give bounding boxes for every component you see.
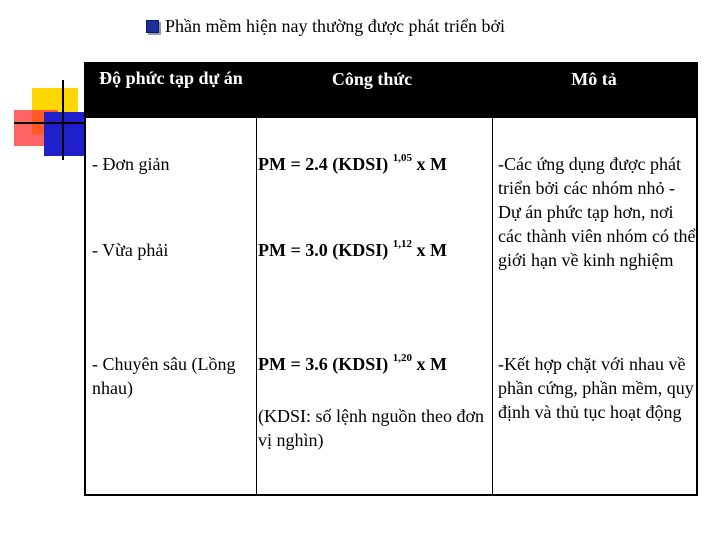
formula-base: PM = 2.4 (KDSI) [258, 154, 389, 174]
column-separator [492, 118, 493, 494]
header-formula: Công thức [331, 69, 413, 89]
heading-text: Phần mềm hiện nay thường được phát triển bởi [165, 16, 506, 36]
formula-base: PM = 3.6 (KDSI) [258, 354, 389, 374]
kdsi-note: (KDSI: số lệnh nguồn theo đơn vị nghìn) [258, 406, 485, 450]
decor-vertical-line [62, 80, 64, 160]
decor-blue-square [44, 112, 88, 156]
formula-exponent: 1,12 [392, 238, 412, 250]
row-label-medium: - Vừa phải [92, 240, 169, 260]
description-embedded: -Kết hợp chặt với nhau về phần cứng, phần mềm, quy định và thủ tục hoạt động [498, 354, 694, 422]
column-separator [256, 118, 257, 494]
heading-bullet [146, 16, 505, 37]
formula-simple [258, 152, 490, 176]
formula-embedded [258, 352, 490, 376]
formula-medium [258, 238, 490, 262]
formula-exponent: 1,20 [392, 352, 412, 364]
row-label-embedded: - Chuyên sâu (Lồng nhau) [92, 354, 236, 398]
header-complexity: Độ phức tạp dự án [99, 68, 243, 88]
header-description: Mô tả [571, 69, 617, 89]
square-bullet-icon [146, 20, 159, 33]
cocomo-table [84, 62, 698, 496]
description-simple-medium: -Các ứng dụng được phát triển bởi các nhóm nhỏ - Dự án phức tạp hơn, nơi các thành viên nhóm có thể giới hạn về kinh nghiệm [498, 154, 696, 270]
formula-exponent: 1,05 [392, 152, 412, 164]
table-header [86, 64, 696, 118]
formula-base: PM = 3.0 (KDSI) [258, 240, 389, 260]
formula-tail: x M [416, 354, 447, 374]
formula-tail: x M [416, 154, 447, 174]
row-label-simple: - Đơn giản [92, 154, 170, 174]
formula-tail: x M [416, 240, 447, 260]
